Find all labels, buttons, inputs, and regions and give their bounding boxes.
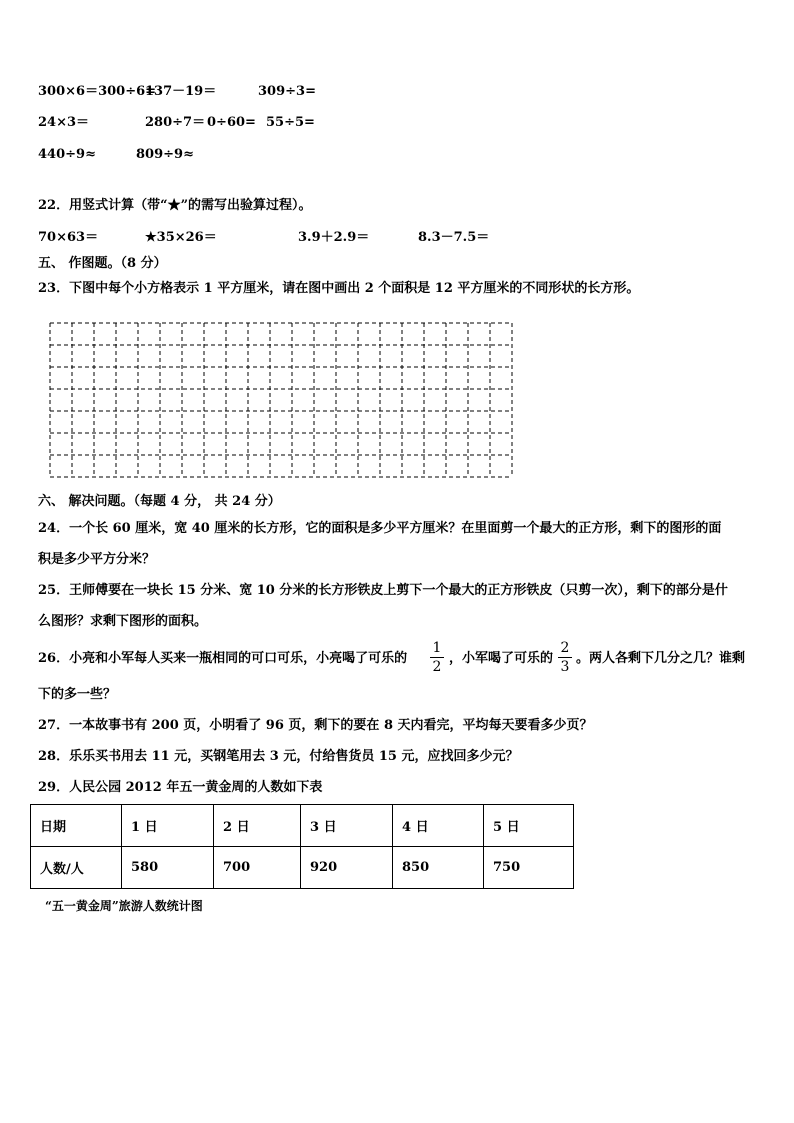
q25-line-1: 25．王师傅要在一块长 15 分米、宽 10 分米的长方形铁皮上剪下一个最大的正方形铁皮（只剪一次），剩下的部分是什 [38,583,728,598]
table-cell: 580 [122,847,214,889]
table-cell: 4 日 [393,805,484,847]
section-6-title: 六、 解决问题。（每题 4 分， 共 24 分） [38,494,281,509]
table-row [31,847,574,889]
q26-line-2: 下的多一些？ [38,687,117,702]
q26-part-3: 。两人各剩下几分之几？谁剩 [576,651,746,666]
q26-part-2: ，小军喝了可乐的 [449,651,554,666]
q22-item-3: 3.9＋2.9＝ [298,230,370,245]
q25-line-2: 么图形？求剩下图形的面积。 [38,614,208,629]
fraction-one-half [430,640,444,675]
fraction-denominator: 2 [432,659,442,675]
table-cell: 920 [301,847,393,889]
calc-1: 300×6＝300÷6= [38,84,157,99]
table-cell: 700 [214,847,301,889]
fraction-denominator: 3 [560,659,570,675]
calc-8: 440÷9≈ [38,147,96,162]
q24-line-2: 积是多少平方分米？ [38,552,156,567]
calc-7: 55÷5= [266,115,315,130]
table-cell: 日期 [31,805,122,847]
q27-text: 27．一本故事书有 200 页，小明看了 96 页，剩下的要在 8 天内看完，平均每天要看多少页？ [38,718,593,733]
q22-item-2: ★35×26＝ [145,230,217,245]
chart-caption: “五一黄金周”旅游人数统计图 [45,899,203,913]
fraction-numerator: 2 [560,640,570,656]
q22-title: 22．用竖式计算（带“★”的需写出验算过程）。 [38,198,312,213]
q28-text: 28．乐乐买书用去 11 元，买钢笔用去 3 元，付给售货员 15 元，应找回多少元？ [38,749,519,764]
table-cell: 人数/人 [31,847,122,889]
table-cell: 850 [393,847,484,889]
fraction-two-thirds [558,640,572,675]
calc-2: 137－19＝ [145,84,217,99]
q22-item-4: 8.3－7.5＝ [418,230,490,245]
q23-text: 23．下图中每个小方格表示 1 平方厘米，请在图中画出 2 个面积是 12 平方厘米的不同形状的长方形。 [38,281,640,296]
calc-5: 280÷7＝ [145,115,206,130]
calc-9: 809÷9≈ [136,147,194,162]
fraction-numerator: 1 [432,640,442,656]
section-5-title: 五、 作图题。（8 分） [38,256,167,271]
q24-line-1: 24．一个长 60 厘米，宽 40 厘米的长方形，它的面积是多少平方厘米？在里面剪一个最大的正方形，剩下的图形的面 [38,521,722,536]
table-cell: 1 日 [122,805,214,847]
table-row [31,805,574,847]
q26-part-1: 26．小亮和小军每人买来一瓶相同的可口可乐，小亮喝了可乐的 [38,651,408,666]
table-cell: 2 日 [214,805,301,847]
table-cell: 750 [484,847,574,889]
q22-item-1: 70×63＝ [38,230,99,245]
table-cell: 3 日 [301,805,393,847]
calc-6: 0÷60= [207,115,256,130]
q29-title: 29．人民公园 2012 年五一黄金周的人数如下表 [38,780,323,795]
calc-4: 24×3＝ [38,115,90,130]
visitor-table [30,804,574,889]
table-cell: 5 日 [484,805,574,847]
dashed-grid[interactable] [49,322,513,478]
calc-3: 309÷3= [258,84,316,99]
